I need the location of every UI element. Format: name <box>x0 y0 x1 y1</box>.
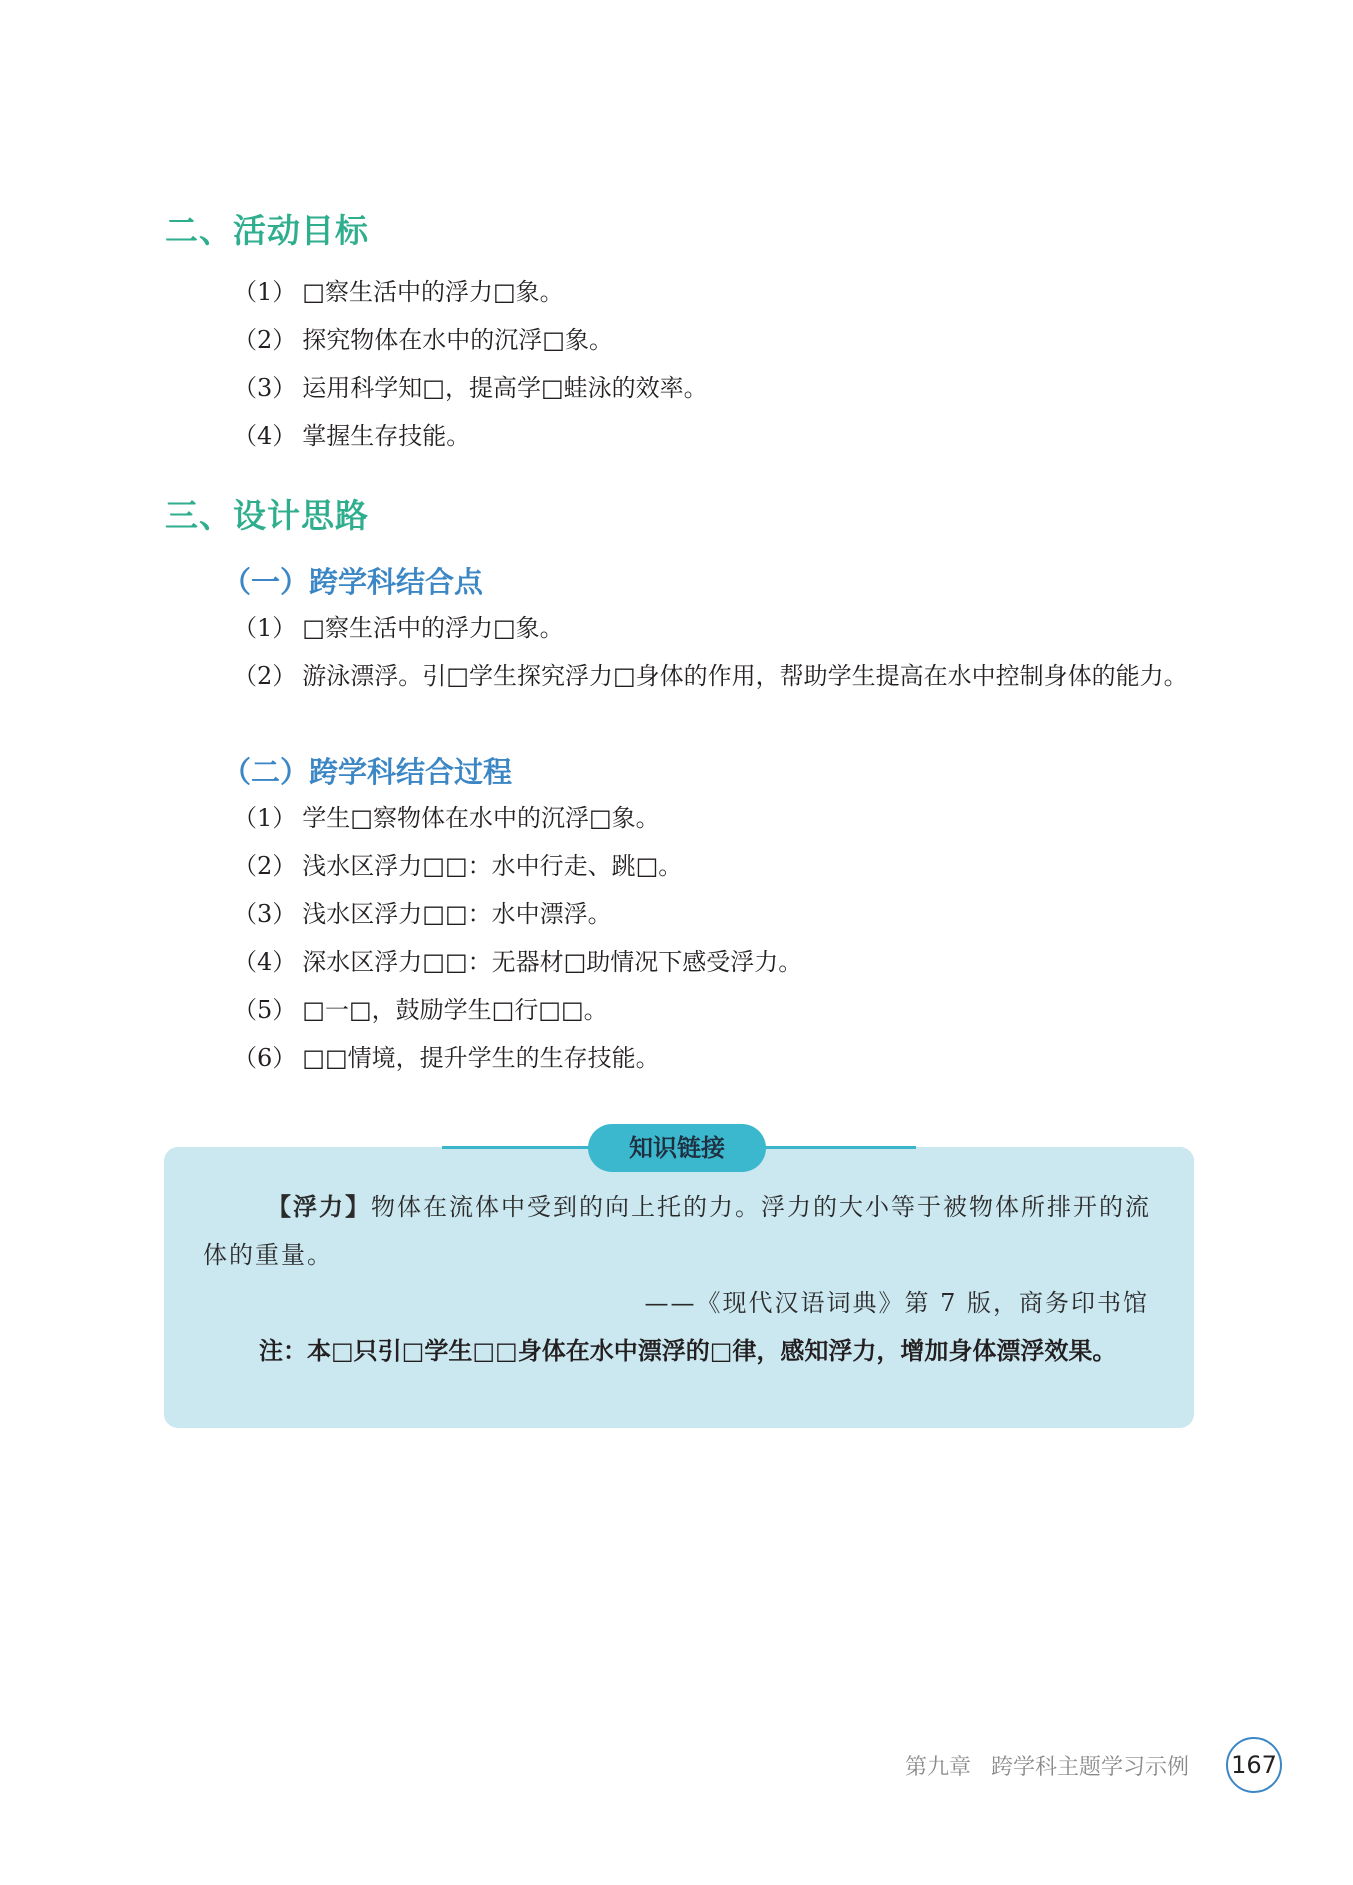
list-item <box>233 851 682 881</box>
item-text: 深水区浮力□□：无器材□助情况下感受浮力。 <box>302 948 803 976</box>
knowledge-note: 注：本□只引□学生□□身体在水中漂浮的□律，感知浮力，增加身体漂浮效果。 <box>259 1337 1117 1365</box>
footer-chapter: 第九章 <box>904 1755 971 1780</box>
item-text: 探究物体在水中的沉浮□象。 <box>302 326 613 354</box>
item-text: □察生活中的浮力□象。 <box>302 614 564 642</box>
item-number: （2） <box>233 326 297 354</box>
section-heading-activity-goals: 二、活动目标 <box>165 211 369 250</box>
definition-term: 【浮力】 <box>267 1192 371 1221</box>
item-number: （1） <box>233 804 297 832</box>
list-item <box>233 421 470 451</box>
item-text: 浅水区浮力□□：水中漂浮。 <box>302 900 612 928</box>
list-item <box>233 613 564 643</box>
item-text: 浅水区浮力□□：水中行走、跳□。 <box>302 852 683 880</box>
item-number: （5） <box>233 996 297 1024</box>
list-item <box>233 899 612 929</box>
item-number: （3） <box>233 900 297 928</box>
page-footer <box>905 1750 1189 1781</box>
definition-source: ——《现代汉语词典》第 7 版，商务印书馆 <box>644 1289 1149 1317</box>
page-number: 167 <box>1226 1737 1282 1793</box>
item-text: 游泳漂浮。引□学生探究浮力□身体的作用，帮助学生提高在水中控制身体的能力。 <box>302 662 1188 690</box>
subsection-heading-cross-discipline-points: （一）跨学科结合点 <box>222 565 484 599</box>
item-text: □察生活中的浮力□象。 <box>302 278 564 306</box>
footer-title: 跨学科主题学习示例 <box>990 1755 1189 1780</box>
knowledge-link-label: 知识链接 <box>588 1124 766 1172</box>
subsection-heading-cross-discipline-process: （二）跨学科结合过程 <box>222 755 513 789</box>
divider-line-right <box>762 1146 916 1149</box>
item-text: 掌握生存技能。 <box>302 422 471 450</box>
list-item <box>233 947 802 977</box>
divider-line-left <box>442 1146 592 1149</box>
item-number: （2） <box>233 662 297 690</box>
definition-text: 物体在流体中受到的向上托的力。浮力的大小等于被物体所排开的流体的重量。 <box>203 1193 1151 1269</box>
item-text: □□情境，提升学生的生存技能。 <box>302 1044 660 1072</box>
list-item <box>233 1043 660 1073</box>
paragraph-item <box>165 652 1195 700</box>
list-item <box>233 277 564 307</box>
item-number: （2） <box>233 852 297 880</box>
item-number: （4） <box>233 422 297 450</box>
item-text: 运用科学知□，提高学□蛙泳的效率。 <box>302 374 708 402</box>
item-number: （1） <box>233 614 297 642</box>
knowledge-definition <box>203 1183 1153 1279</box>
item-number: （4） <box>233 948 297 976</box>
list-item <box>233 803 660 833</box>
section-heading-design-ideas: 三、设计思路 <box>165 496 369 535</box>
item-number: （6） <box>233 1044 297 1072</box>
item-text: □一□，鼓励学生□行□□。 <box>302 996 608 1024</box>
list-item <box>233 995 608 1025</box>
item-text: 学生□察物体在水中的沉浮□象。 <box>302 804 660 832</box>
list-item <box>233 373 708 403</box>
item-number: （1） <box>233 278 297 306</box>
item-number: （3） <box>233 374 297 402</box>
list-item <box>233 325 613 355</box>
